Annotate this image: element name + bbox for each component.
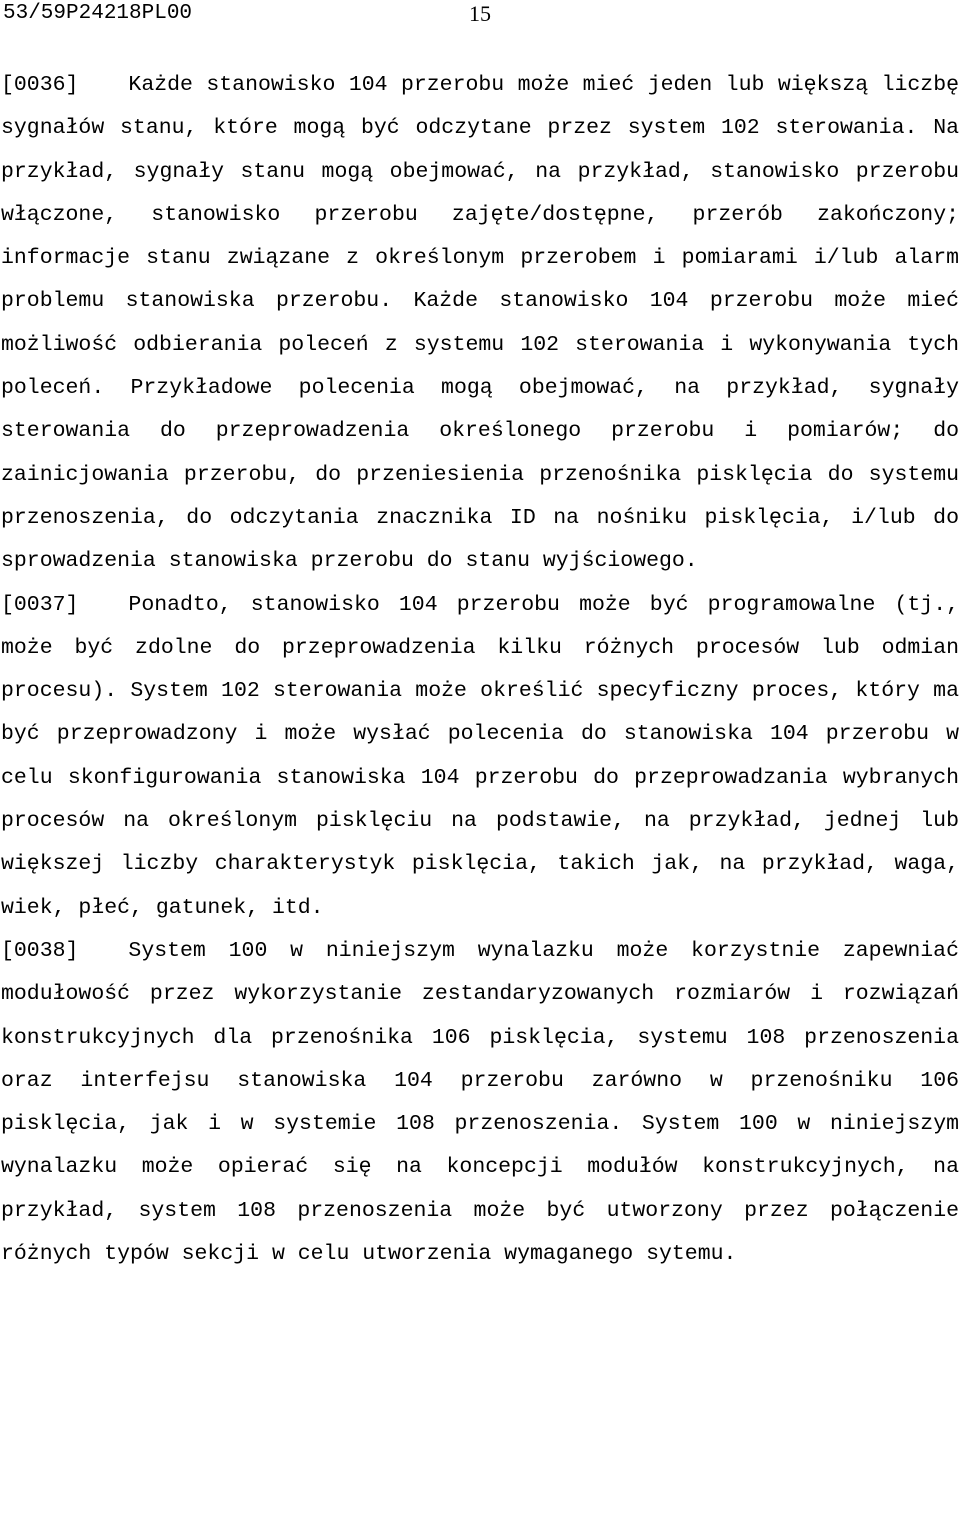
paragraph-0037	[1, 584, 959, 930]
paragraph-text: Ponadto, stanowisko 104 przerobu może być programowalne (tj., może być zdolne do przeprowadzenia kilku różnych procesów lub odmian procesu). System 102 sterowania może określić specyficzny proces, który ma być przeprowadzony i może wysłać polecenia do stanowiska 104 przerobu w celu skonfigurowania stanowiska 104 przerobu do przeprowadzania wybranych procesów na określonym pisklęciu na podstawie, na przykład, jednej lub większej liczby charakterystyk pisklęcia, takich jak, na przykład, waga, wiek, płeć, gatunek, itd.	[1, 592, 959, 920]
document-body	[1, 64, 959, 1276]
paragraph-0038	[1, 930, 959, 1276]
paragraph-number: [0038]	[1, 938, 79, 963]
paragraph-text: Każde stanowisko 104 przerobu może mieć jeden lub większą liczbę sygnałów stanu, które mogą być odczytane przez system 102 sterowania. Na przykład, sygnały stanu mogą obejmować, na przykład, stanowisko przerobu włączone, stanowisko przerobu zajęte/dostępne, przerób zakończony; informacje stanu związane z określonym przerobem i pomiarami i/lub alarm problemu stanowiska przerobu. Każde stanowisko 104 przerobu może mieć możliwość odbierania poleceń z systemu 102 sterowania i wykonywania tych poleceń. Przykładowe polecenia mogą obejmować, na przykład, sygnały sterowania do przeprowadzenia określonego przerobu i pomiarów; do zainicjowania przerobu, do przeniesienia przenośnika pisklęcia do systemu przenoszenia, do odczytania znacznika ID na nośniku pisklęcia, i/lub do sprowadzenia stanowiska przerobu do stanu wyjściowego.	[1, 73, 959, 574]
document-id: 53/59P24218PL00	[3, 2, 193, 25]
paragraph-0036	[1, 64, 959, 584]
page-header	[0, 0, 960, 32]
paragraph-number: [0037]	[1, 592, 79, 617]
paragraph-number: [0036]	[1, 73, 79, 97]
page-number: 15	[469, 1, 491, 26]
paragraph-text: System 100 w niniejszym wynalazku może korzystnie zapewniać modułowość przez wykorzystanie zestandaryzowanych rozmiarów i rozwiązań konstrukcyjnych dla przenośnika 106 pisklęcia, systemu 108 przenoszenia oraz interfejsu stanowiska 104 przerobu zarówno w przenośniku 106 pisklęcia, jak i w systemie 108 przenoszenia. System 100 w niniejszym wynalazku może opierać się na koncepcji modułów konstrukcyjnych, na przykład, system 108 przenoszenia może być utworzony przez połączenie różnych typów sekcji w celu utworzenia wymaganego sytemu.	[1, 938, 959, 1267]
